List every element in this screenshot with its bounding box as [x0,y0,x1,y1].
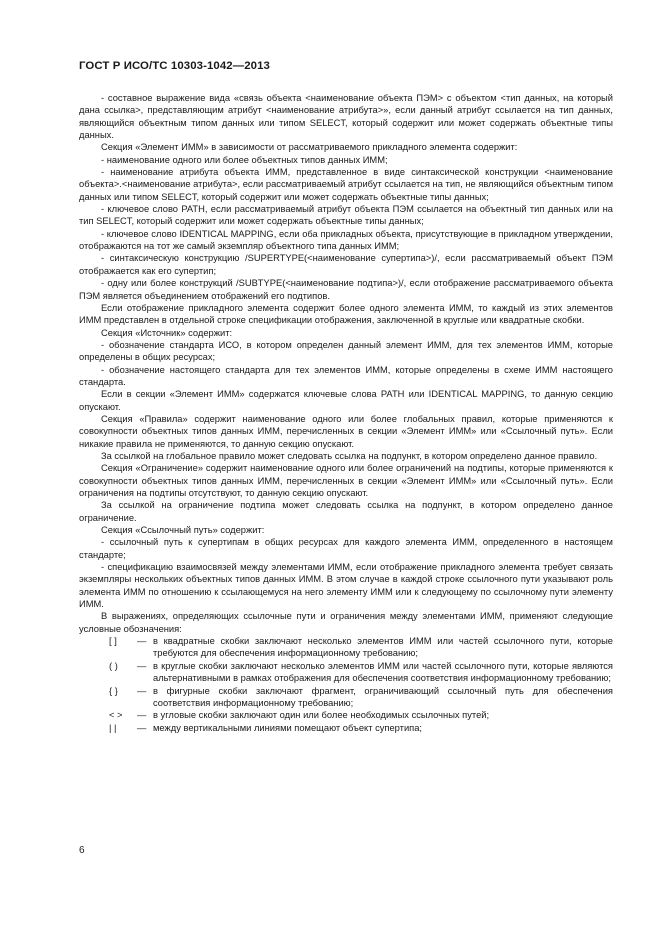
paragraph: Если в секции «Элемент ИММ» содержатся ключевые слова PATH или IDENTICAL MAPPING, то данную секцию опускают. [79,389,613,412]
paragraph: - одну или более конструкций /SUBTYPE(<наименование подтипа>)/, если отображение рассматриваемого объекта ПЭМ является объединением отображений его подтипов. [79,278,613,301]
paragraph: - ключевое слово IDENTICAL MAPPING, если оба прикладных объекта, присутствующие в прикладном утверждении, отображаются на тот же самый экземпляр объектного типа данных ИММ; [79,228,613,252]
paragraph: - синтаксическую конструкцию /SUPERTYPE(<наименование супертипа>)/, если рассматриваемый объект ПЭМ отображается как его супертип; [79,253,613,276]
paragraph: Секция «Источник» содержит: [101,327,233,338]
paragraph: За ссылкой на ограничение подтипа может следовать ссылка на подпункт, в котором определено данное ограничение. [79,500,613,523]
notation-symbol: < > [109,710,123,721]
notation-dash: — [137,685,147,696]
notation-item [79,660,613,685]
document-body [79,92,613,734]
paragraph: Если отображение прикладного элемента содержит более одного элемента ИММ, то каждый из этих элементов ИММ представлен в отдельной строке спецификации отображения, заключенной в круглые или квадратные скобки. [79,302,613,326]
paragraph: - обозначение стандарта ИСО, в котором определен данный элемент ИММ, для тех элементов ИММ, которые определены в общих ресурсах; [79,339,613,363]
notation-list [79,635,613,734]
notation-text: в квадратные скобки заключают несколько элементов ИММ или частей ссылочного пути, которые требуются для обеспечения информационному требованию; [153,636,613,659]
paragraph: Секция «Ссылочный путь» содержит: [101,525,265,536]
notation-dash: — [137,636,147,647]
notation-dash: — [137,660,147,671]
notation-symbol: ( ) [109,660,118,671]
paragraph: Секция «Элемент ИММ» в зависимости от рассматриваемого прикладного элемента содержит: [101,142,518,153]
notation-symbol: [ ] [109,636,117,647]
paragraph: Секция «Ограничение» содержит наименование одного или более ограничений на подтипы, которые применяются к совокупности объектных типов данных ИММ, перечисленных в секции «Элемент ИММ» или «Ссылочный путь». Если ограничения на подтипы отсутствуют, то данную секцию опускают. [79,463,613,498]
notation-item [79,635,613,660]
notation-item [79,685,613,710]
notation-item [79,722,613,734]
paragraph: - обозначение настоящего стандарта для тех элементов ИММ, которые определены в схеме ИММ настоящего стандарта. [79,364,613,387]
paragraph: - наименование одного или более объектных типов данных ИММ; [101,154,388,165]
paragraph: - наименование атрибута объекта ИММ, представленное в виде синтаксической конструкции <наименование объекта>.<наименование атрибута>, если рассматриваемый атрибут ссылается на тип, не являющийся объектным типом данных или типом SELECT, который содержит или может содержать объектные типы данных; [79,167,613,202]
notation-text: в угловые скобки заключают один или более необходимых ссылочных путей; [153,710,490,721]
paragraph: - ключевое слово PATH, если рассматриваемый атрибут объекта ПЭМ ссылается на объектный тип данных или на тип SELECT, который содержит или может содержать объектные типы данных; [79,204,613,227]
notation-text: в круглые скобки заключают несколько элементов ИММ или частей ссылочного пути, которые являются альтернативными в рамках отображения для обеспечения соответствия информационному требованию; [153,660,613,684]
paragraph: За ссылкой на глобальное правило может следовать ссылка на подпункт, в котором определено данное правило. [101,450,598,461]
notation-item [79,709,613,721]
page-header: ГОСТ Р ИСО/ТС 10303-1042—2013 [79,60,270,72]
notation-dash: — [137,722,147,733]
paragraph: - составное выражение вида «связь объекта <наименование объекта ПЭМ> с объектом <тип данных, на который дана ссылка>, представляющим атрибут <наименование атрибута>», если данный атрибут ссылается на тип данных, являющийся объектным типом данных или типом SELECT, который содержит или может содержать объектные типы данных. [79,93,613,141]
notation-text: между вертикальными линиями помещают объект супертипа; [153,722,423,733]
paragraph: Секция «Правила» содержит наименование одного или более глобальных правил, которые применяются к совокупности объектных типов данных ИММ, перечисленных в секции «Элемент ИММ» или «Ссылочный путь». Если никакие правила не применяются, то данную секцию опускают. [79,413,613,449]
page-number: 6 [79,845,85,856]
notation-dash: — [137,710,147,721]
notation-symbol: { } [109,685,118,696]
paragraph: В выражениях, определяющих ссылочные пути и ограничения между элементами ИММ, применяют следующие условные обозначения: [79,611,613,634]
notation-symbol: | | [109,722,117,733]
paragraph: - ссылочный путь к супертипам в общих ресурсах для каждого элемента ИММ, определенного в настоящем стандарте; [79,537,613,560]
notation-text: в фигурные скобки заключают фрагмент, ограничивающий ссылочный путь для обеспечения соответствия информационному требованию; [153,685,613,708]
paragraph: - спецификацию взаимосвязей между элементами ИММ, если отображение прикладного элемента требует связать экземпляры нескольких объектных типов данных ИММ. В этом случае в каждой строке ссылочного пути указывают роль элемента ИММ по отношению к ссылающемуся на него элементу ИММ или к следующему по ссылочному пути элементу ИММ. [79,562,613,610]
